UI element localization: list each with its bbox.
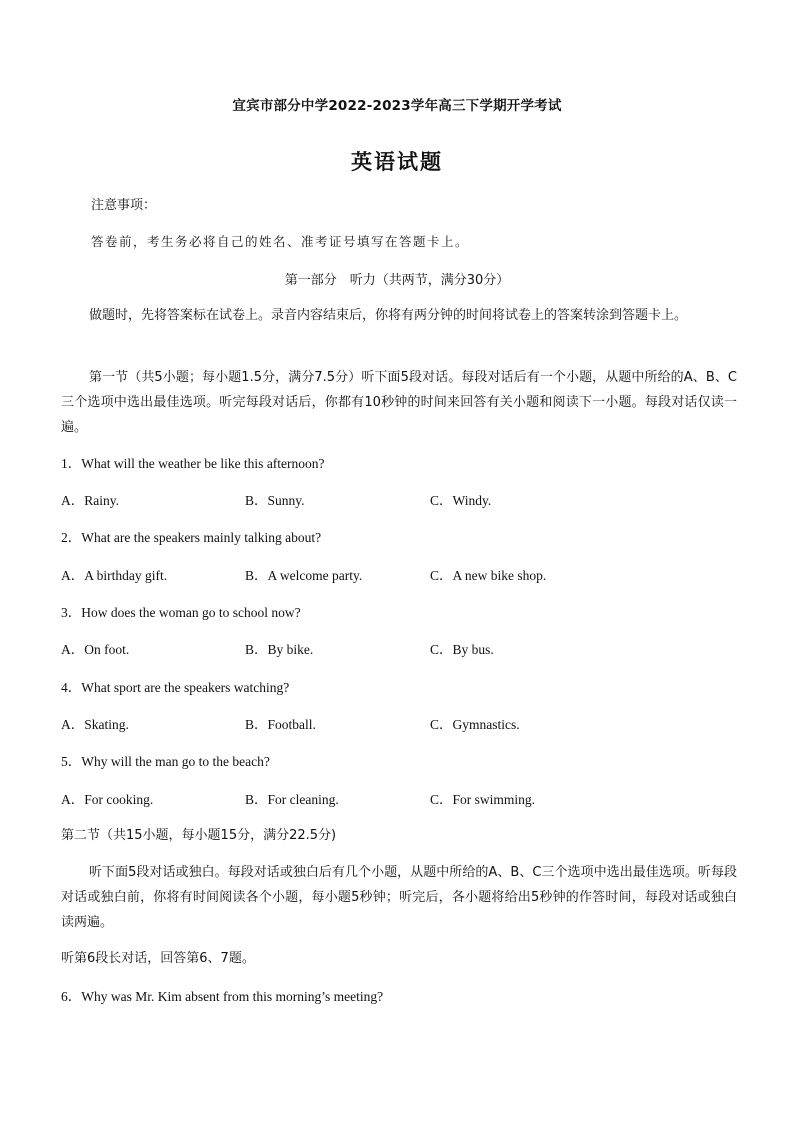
question-4-option-a: A．Skating. xyxy=(61,717,129,732)
part1-intro: 做题时，先将答案标在试卷上。录音内容结束后，你将有两分钟的时间将试卷上的答案转涂到答题卡上。 xyxy=(89,308,688,323)
question-2-option-b: B．A welcome party. xyxy=(245,568,363,583)
question-2-option-a: A．A birthday gift. xyxy=(61,568,168,583)
question-5-option-c: C．For swimming. xyxy=(430,792,536,807)
question-2-stem: 2．What are the speakers mainly talking about? xyxy=(61,530,322,545)
question-5-option-a: A．For cooking. xyxy=(61,792,154,807)
dialog6-intro: 听第6段长对话，回答第6、7题。 xyxy=(61,951,255,966)
question-4-stem: 4．What sport are the speakers watching? xyxy=(61,680,290,695)
section2-intro: 听下面5段对话或独白。每段对话或独白后有几个小题，从题中所给的A、B、C三个选项中选出最佳选项。听每段对话或独白前，你将有时间阅读各个小题，每小题5秒钟；听完后，各小题将给出5秒钟的作答时间，每段对话或独白读两遍。 xyxy=(61,865,737,930)
question-6-stem: 6．Why was Mr. Kim absent from this morning’s meeting? xyxy=(61,989,384,1004)
section2-heading: 第二节（共15小题，每小题15分，满分22.5分) xyxy=(61,828,337,843)
question-3-option-a: A．On foot. xyxy=(61,642,130,657)
section1-intro: 第一节（共5小题；每小题1.5分，满分7.5分）听下面5段对话。每段对话后有一个小题，从题中所给的A、B、C三个选项中选出最佳选项。听完每段对话后，你都有10秒钟的时间来回答有关小题和阅读下一小题。每段对话仅读一遍。 xyxy=(61,370,737,435)
question-1-option-c: C．Windy. xyxy=(430,493,492,508)
part1-heading: 第一部分 听力（共两节，满分30分） xyxy=(284,273,510,288)
question-3-option-b: B．By bike. xyxy=(245,642,314,657)
question-5-option-b: B．For cleaning. xyxy=(245,792,339,807)
school-title: 宜宾市部分中学2022-2023学年高三下学期开学考试 xyxy=(232,98,562,114)
notice-heading: 注意事项： xyxy=(91,198,157,213)
question-4-option-c: C．Gymnastics. xyxy=(430,717,520,732)
question-1-stem: 1．What will the weather be like this afternoon? xyxy=(61,456,325,471)
question-1-option-a: A．Rainy. xyxy=(61,493,119,508)
question-4-option-b: B．Football. xyxy=(245,717,316,732)
question-5-stem: 5．Why will the man go to the beach? xyxy=(61,754,270,769)
subject-title: 英语试题 xyxy=(351,150,443,174)
question-3-stem: 3．How does the woman go to school now? xyxy=(61,605,301,620)
question-2-option-c: C．A new bike shop. xyxy=(430,568,547,583)
notice-text: 答卷前，考生务必将自己的姓名、准考证号填写在答题卡上。 xyxy=(91,234,470,249)
question-1-option-b: B．Sunny. xyxy=(245,493,305,508)
question-3-option-c: C．By bus. xyxy=(430,642,494,657)
